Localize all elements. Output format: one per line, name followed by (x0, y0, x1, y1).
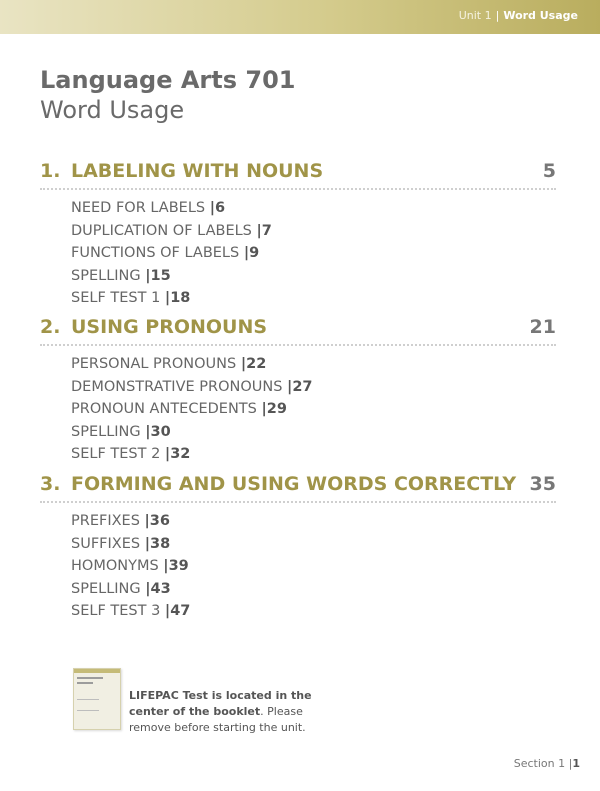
toc-entry-label: FUNCTIONS OF LABELS (71, 245, 240, 262)
note-text: . Please remove before starting the unit. (129, 705, 306, 734)
toc-entry-page: |30 (145, 423, 171, 440)
note-bold-text: LIFEPAC Test is located in the center of the booklet (129, 689, 312, 718)
page-title: Language Arts 701 (40, 66, 296, 94)
toc-entry-label: NEED FOR LABELS (71, 200, 206, 216)
toc-entry (71, 197, 556, 220)
section-items (40, 346, 556, 466)
toc-entry (71, 287, 556, 310)
toc-entry-label: SELF TEST 2 (71, 446, 161, 463)
toc-entry (71, 353, 556, 376)
section-page: 21 (529, 316, 556, 338)
toc-entry-page: |47 (164, 603, 191, 620)
section-number: 3. (40, 473, 61, 495)
toc-entry-page: |9 (243, 245, 260, 262)
toc-entry-page: |18 (164, 290, 191, 307)
toc-entry (71, 220, 556, 243)
toc-section-2 (40, 316, 556, 466)
booklet-title-line (77, 682, 93, 684)
breadcrumb-separator: | (495, 9, 500, 22)
toc-entry-page: |27 (287, 378, 313, 395)
page-footer (514, 757, 580, 770)
page-subtitle: Word Usage (40, 96, 185, 124)
toc-entry (71, 510, 556, 533)
booklet-title-line (77, 677, 103, 679)
section-heading (40, 316, 556, 346)
toc-entry-label: PRONOUN ANTECEDENTS (71, 401, 257, 418)
toc-entry-label: DUPLICATION OF LABELS (71, 222, 252, 239)
topic-label: Word Usage (503, 9, 578, 22)
section-page: 5 (542, 160, 556, 182)
toc-entry (71, 555, 556, 578)
section-title: LABELING WITH NOUNS (71, 160, 324, 182)
toc-entry-label: SPELLING (71, 267, 141, 284)
section-items (40, 190, 556, 310)
toc-entry (71, 242, 556, 265)
breadcrumb (459, 9, 578, 22)
toc-section-1 (40, 160, 556, 310)
toc-entry-page: |36 (144, 513, 170, 529)
section-heading (40, 160, 556, 190)
toc-entry-page: |29 (261, 401, 287, 418)
booklet-rule-lines (77, 699, 99, 711)
toc-entry-label: SPELLING (71, 423, 141, 440)
toc-entry-page: |32 (164, 446, 191, 463)
toc-entry (71, 376, 556, 399)
toc-entry-label: HOMONYMS (71, 558, 159, 575)
toc-entry-label: SELF TEST 3 (71, 603, 161, 620)
toc-entry-label: SELF TEST 1 (71, 290, 161, 307)
section-items (40, 503, 556, 623)
toc-entry-label: SUFFIXES (71, 535, 141, 552)
booklet-band (74, 669, 120, 673)
toc-entry-page: |22 (240, 356, 267, 372)
toc-entry-page: |15 (145, 267, 171, 284)
section-number: 1. (40, 160, 61, 182)
toc-section-3 (40, 473, 556, 623)
section-page: 35 (529, 473, 556, 495)
footer-separator: | (568, 757, 573, 770)
toc-entry (71, 398, 556, 421)
toc-entry-page: |38 (144, 535, 171, 552)
toc-entry (71, 533, 556, 556)
toc-entry (71, 421, 556, 444)
toc-entry-page: |39 (163, 558, 189, 575)
toc-entry-label: PERSONAL PRONOUNS (71, 356, 237, 372)
toc-entry-label: PREFIXES (71, 513, 140, 529)
toc-entry (71, 578, 556, 601)
toc-entry (71, 600, 556, 623)
toc-entry-page: |6 (209, 200, 226, 216)
unit-label: Unit 1 (458, 9, 492, 22)
toc-entry-label: DEMONSTRATIVE PRONOUNS (71, 378, 283, 395)
section-title: USING PRONOUNS (71, 316, 268, 338)
toc-entry (71, 265, 556, 288)
toc-entry-label: SPELLING (71, 580, 141, 597)
booklet-thumbnail (73, 668, 121, 730)
section-heading (40, 473, 556, 503)
toc-entry-page: |43 (145, 580, 171, 597)
footer-page-number: 1 (572, 757, 580, 770)
toc-entry (71, 443, 556, 466)
section-title: FORMING AND USING WORDS CORRECTLY (71, 473, 517, 495)
footer-section-label: Section 1 (513, 757, 566, 770)
toc-entry-page: |7 (256, 222, 272, 239)
section-number: 2. (40, 316, 61, 338)
header-bar (0, 0, 600, 34)
lifepac-test-note (129, 688, 329, 736)
